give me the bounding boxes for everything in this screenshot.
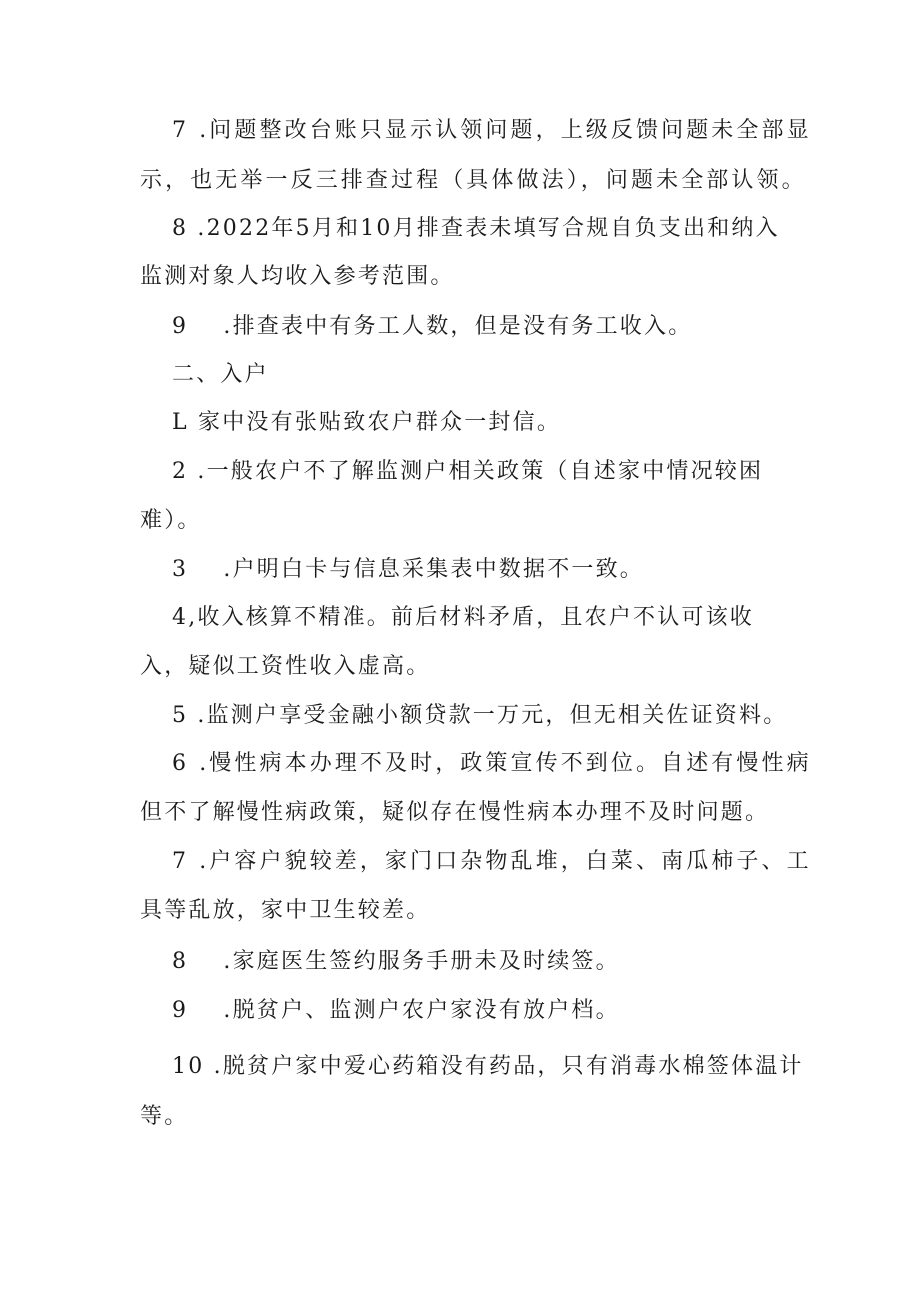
list-item-2-line1 <box>172 459 763 485</box>
item-sep: . <box>213 1054 223 1079</box>
item-number: 7 <box>172 118 190 143</box>
item-number: 6 <box>172 751 190 776</box>
item-text: 监测户享受金融小额贷款一万元，但无相关佐证资料。 <box>206 703 788 728</box>
item-number: 4, <box>172 605 198 630</box>
list-item-7-line2: 示，也无举一反三排查过程（具体做法），问题未全部认领。 <box>140 168 807 193</box>
list-item-7b-line1 <box>172 849 812 875</box>
list-item-4-line2: 入，疑似工资性收入虚高。 <box>140 654 431 679</box>
item-text: 家中没有张贴致农户群众一封信。 <box>198 410 562 435</box>
item-text: 慢性病本办理不及时，政策宣传不到位。自述有慢性病 <box>209 751 812 776</box>
item-sep: . <box>223 998 233 1023</box>
item-text: 问题整改台账只显示认领问题，上级反馈问题未全部显 <box>209 118 812 143</box>
item-text: 户明白卡与信息采集表中数据不一致。 <box>232 557 645 582</box>
item-sep: . <box>197 459 207 484</box>
item-number: 5 <box>172 703 189 728</box>
item-text: 排查表中有务工人数，但是没有务工收入。 <box>232 314 693 339</box>
list-item-2-line2: 难）。 <box>140 508 202 533</box>
list-item-8-line1 <box>172 216 780 242</box>
list-item-5 <box>172 703 787 729</box>
list-item-7b-line2: 具等乱放，家中卫生较差。 <box>140 898 431 923</box>
item-sep: . <box>223 557 233 582</box>
item-sep: . <box>223 314 233 339</box>
list-item-9 <box>172 314 692 340</box>
list-item-6-line2: 但不了解慢性病政策，疑似存在慢性病本办理不及时问题。 <box>140 800 770 825</box>
item-sep: . <box>199 849 210 874</box>
list-item-1 <box>172 410 561 436</box>
item-sep: . <box>199 118 210 143</box>
item-number: L <box>172 410 189 435</box>
item-number: 9 <box>172 314 189 339</box>
list-item-7-line1 <box>172 118 812 144</box>
item-sep: . <box>197 216 207 241</box>
item-text: 脱贫户家中爱心药箱没有药品，只有消毒水棉签体温计 <box>222 1054 804 1079</box>
list-item-9b <box>172 998 620 1024</box>
list-item-4-line1 <box>172 605 754 631</box>
item-number: 8 <box>172 949 189 974</box>
item-number: 3 <box>172 557 189 582</box>
item-text: 一般农户不了解监测户相关政策（自述家中情况较困 <box>206 459 764 484</box>
section-heading: 二、入户 <box>172 362 269 387</box>
list-item-6-line1 <box>172 751 812 777</box>
item-sep: . <box>199 751 210 776</box>
item-text: 家庭医生签约服务手册未及时续签。 <box>232 949 620 974</box>
item-text: 户容户貌较差，家门口杂物乱堆，白菜、南瓜柿子、工 <box>209 849 812 874</box>
item-number: 2 <box>172 459 189 484</box>
list-item-8b <box>172 949 620 975</box>
item-text: 2022年5月和10月排查表未填写合规自负支出和纳入 <box>206 216 780 241</box>
item-text: 脱贫户、监测户农户家没有放户档。 <box>232 998 620 1023</box>
item-number: 7 <box>172 849 190 874</box>
item-sep: . <box>197 703 207 728</box>
list-item-8-line2: 监测对象人均收入参考范围。 <box>140 264 455 289</box>
list-item-10-line2: 等。 <box>140 1104 189 1129</box>
list-item-10-line1 <box>172 1054 804 1080</box>
item-sep: . <box>223 949 233 974</box>
item-text: 收入核算不精准。前后材料矛盾，且农户不认可该收 <box>197 605 754 630</box>
item-number: 10 <box>172 1054 205 1079</box>
list-item-3 <box>172 557 644 583</box>
item-number: 8 <box>172 216 189 241</box>
item-number: 9 <box>172 998 189 1023</box>
